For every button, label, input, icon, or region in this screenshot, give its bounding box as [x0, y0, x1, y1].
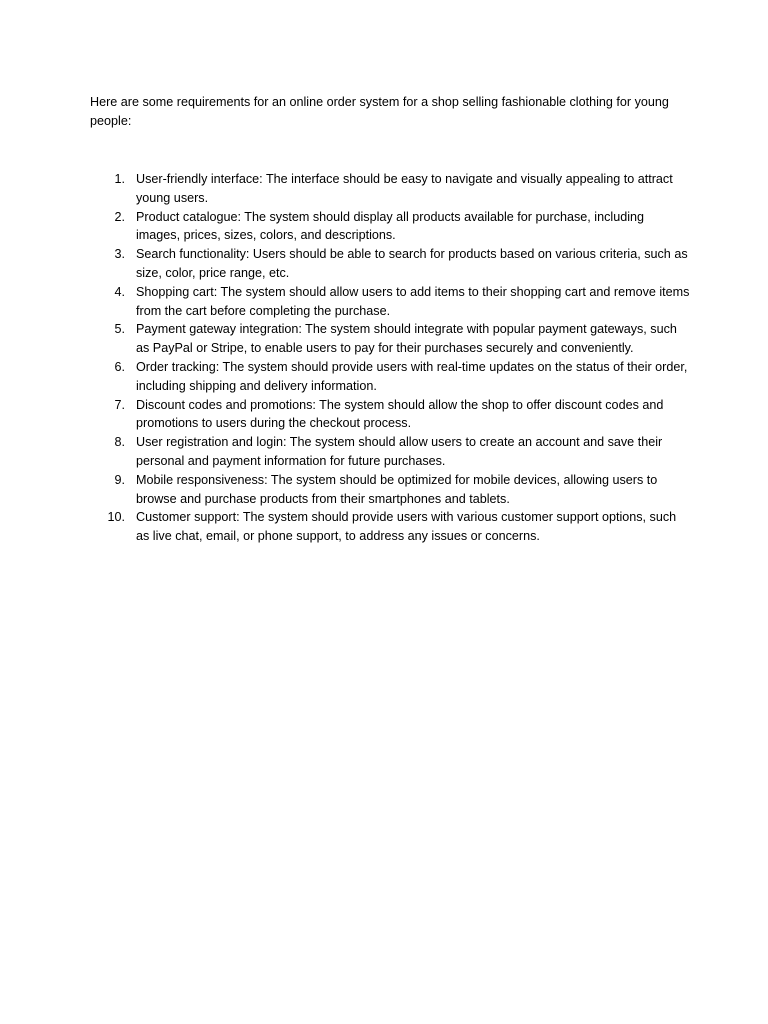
- list-item-text: Mobile responsiveness: The system should be optimized for mobile devices, allowing users to browse and purchase products from their smartphones and tablets.: [136, 472, 658, 506]
- list-item-text: Discount codes and promotions: The system should allow the shop to offer discount codes and promotions to users during the checkout process.: [136, 397, 664, 431]
- list-item-number: 9.: [114, 472, 125, 487]
- list-item: [90, 170, 690, 208]
- list-item-text: Payment gateway integration: The system should integrate with popular payment gateways, such as PayPal or Stripe, to enable users to pay for their purchases securely and conveniently.: [136, 322, 677, 356]
- list-item-text: Customer support: The system should provide users with various customer support options, such as live chat, email, or phone support, to address any issues or concerns.: [136, 510, 677, 544]
- list-item-number: 6.: [114, 359, 125, 374]
- list-item-number: 2.: [114, 209, 125, 224]
- list-item-text: Product catalogue: The system should display all products available for purchase, including images, prices, sizes, colors, and descriptions.: [136, 209, 645, 243]
- list-item: [90, 208, 690, 246]
- list-item: [90, 320, 690, 358]
- list-item-number: 10.: [107, 510, 125, 525]
- list-item-text: Order tracking: The system should provide users with real-time updates on the status of their order, including shipping and delivery information.: [136, 359, 688, 393]
- list-item: [90, 283, 690, 321]
- list-item-text: User-friendly interface: The interface should be easy to navigate and visually appealing to attract young users.: [136, 172, 673, 205]
- list-item-number: 7.: [114, 397, 125, 412]
- list-item-text: User registration and login: The system should allow users to create an account and save their personal and payment information for future purchases.: [136, 435, 663, 468]
- list-item: [90, 508, 690, 546]
- list-item: [90, 396, 690, 434]
- list-item-number: 1.: [114, 172, 125, 186]
- requirements-list: [90, 170, 690, 546]
- list-item-text: Shopping cart: The system should allow users to add items to their shopping cart and remove items from the cart before completing the purchase.: [136, 284, 690, 318]
- list-item-number: 4.: [114, 284, 125, 299]
- list-item-number: 5.: [114, 322, 125, 337]
- list-item-number: 8.: [114, 435, 125, 450]
- intro-paragraph: Here are some requirements for an online order system for a shop selling fashionable clothing for young people:: [90, 95, 669, 128]
- list-item-number: 3.: [114, 247, 125, 262]
- list-item-text: Search functionality: Users should be able to search for products based on various criteria, such as size, color, price range, etc.: [136, 247, 688, 280]
- list-item: [90, 245, 690, 283]
- list-item: [90, 471, 690, 509]
- list-item: [90, 358, 690, 396]
- list-item: [90, 433, 690, 471]
